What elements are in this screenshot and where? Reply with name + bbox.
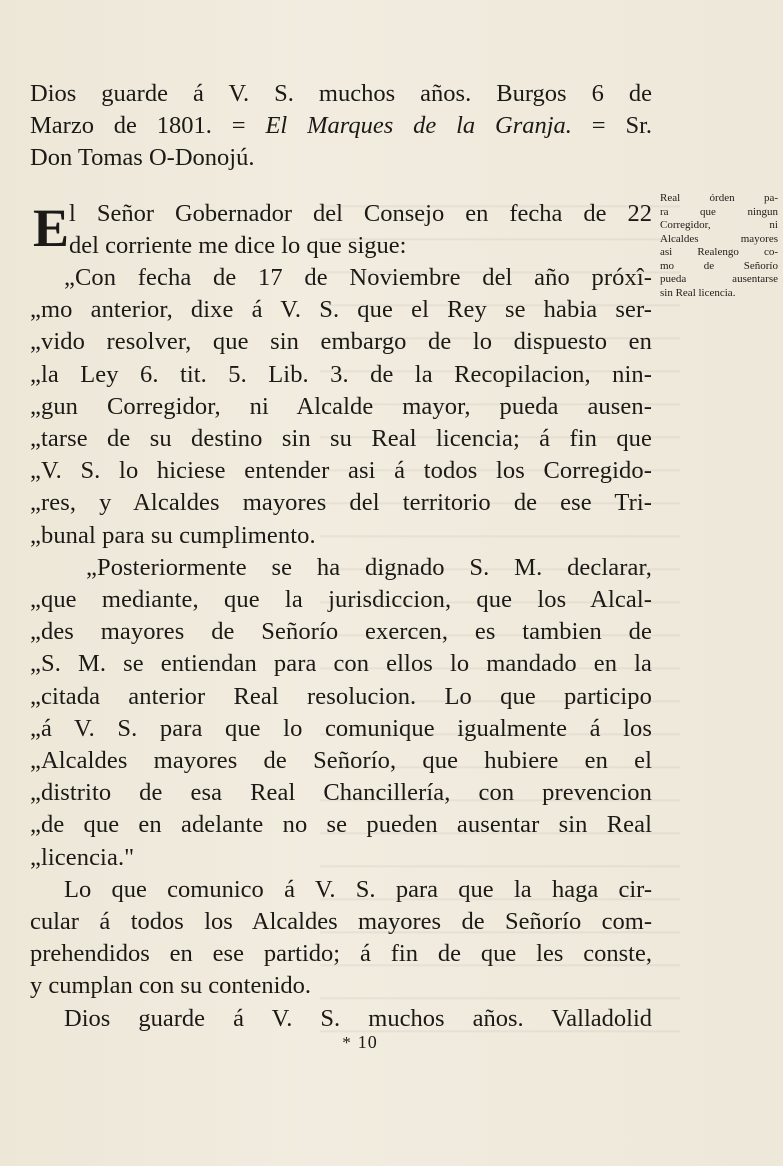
text-line: „mo anterior, dixe á V. S. que el Rey se habia ser- — [30, 296, 652, 324]
text-line: „gun Corregidor, ni Alcalde mayor, pueda ausen- — [30, 392, 652, 420]
margin-note-line: mo de Señorío — [660, 259, 778, 272]
text-line: „citada anterior Real resolucion. Lo que participo — [30, 682, 652, 710]
text-line: „la Ley 6. tit. 5. Lib. 3. de la Recopilacion, nin- — [30, 360, 652, 388]
text-line: „que mediante, que la jurisdiccion, que los Alcal- — [30, 586, 652, 614]
margin-note-line: asi Realengo co- — [660, 246, 778, 258]
text-line: „Con fecha de 17 de Noviembre del año próxî- — [64, 264, 652, 292]
margin-note-line: pueda ausentarse — [660, 273, 778, 285]
signature-mark: * — [342, 1033, 352, 1052]
text-line: „V. S. lo hiciese entender asi á todos los Corregido- — [30, 457, 652, 485]
text-line: „distrito de esa Real Chancillería, con prevencion — [30, 779, 652, 807]
text-line: Marzo de 1801. = El Marques de la Granja. = Sr. — [30, 112, 653, 140]
margin-note — [660, 192, 778, 300]
margin-note-line: Alcaldes mayores — [660, 232, 778, 245]
text-line: y cumplan con su contenido. — [30, 972, 312, 1000]
margin-note-line: Real órden pa- — [660, 192, 778, 204]
second-quoted-paragraph — [30, 552, 652, 874]
text-line: „tarse de su destino sin su Real licencia; á fin que — [30, 425, 652, 453]
text-line: „bunal para su cumplimento. — [30, 521, 316, 549]
signatory-name: El Marques de la Granja. — [265, 112, 572, 140]
margin-note-line: ra que ningun — [660, 205, 778, 218]
text-line: „des mayores de Señorío exercen, es tambien de — [30, 618, 652, 646]
instruction-paragraph — [30, 874, 652, 1003]
text-line: Don Tomas O-Donojú. — [30, 144, 255, 172]
text-line: „S. M. se entiendan para con ellos lo mandado en la — [30, 650, 652, 678]
text-line: „res, y Alcaldes mayores del territorio de ese Tri- — [30, 489, 652, 517]
text-line: „Posteriormente se ha dignado S. M. declarar, — [86, 553, 652, 581]
margin-note-line: sin Real licencia. — [660, 286, 736, 299]
page-number: 10 — [357, 1032, 378, 1052]
page-footer — [320, 1032, 400, 1053]
closing-line: Dios guarde á V. S. muchos años. Valladolid — [64, 1004, 652, 1032]
text-line: l Señor Gobernador del Consejo en fecha de 22 — [69, 199, 652, 227]
text-line: Dios guarde á V. S. muchos años. Burgos 6 de — [30, 80, 652, 107]
text-line: prehendidos en ese partido; á fin de que les conste, — [30, 940, 652, 968]
text-line: Lo que comunico á V. S. para que la haga cir- — [64, 875, 652, 903]
text-line: „vido resolver, que sin embargo de lo dispuesto en — [30, 328, 652, 356]
decree-paragraph — [30, 198, 652, 552]
text-line: „Alcaldes mayores de Señorío, que hubiere en el — [30, 747, 652, 775]
opening-paragraph — [30, 78, 652, 175]
text-line: cular á todos los Alcaldes mayores de Señorío com- — [30, 908, 652, 936]
text-line: del corriente me dice lo que sigue: — [69, 231, 407, 259]
text-line: „á V. S. para que lo comunique igualmente á los — [30, 714, 652, 742]
quoted-order — [30, 262, 652, 552]
text-line: „licencia." — [30, 843, 135, 871]
drop-cap: E — [33, 197, 68, 258]
margin-note-line: Corregidor, ni — [660, 219, 778, 231]
text-line: „de que en adelante no se pueden ausentar sin Real — [30, 811, 652, 839]
main-text-column — [30, 78, 652, 1035]
